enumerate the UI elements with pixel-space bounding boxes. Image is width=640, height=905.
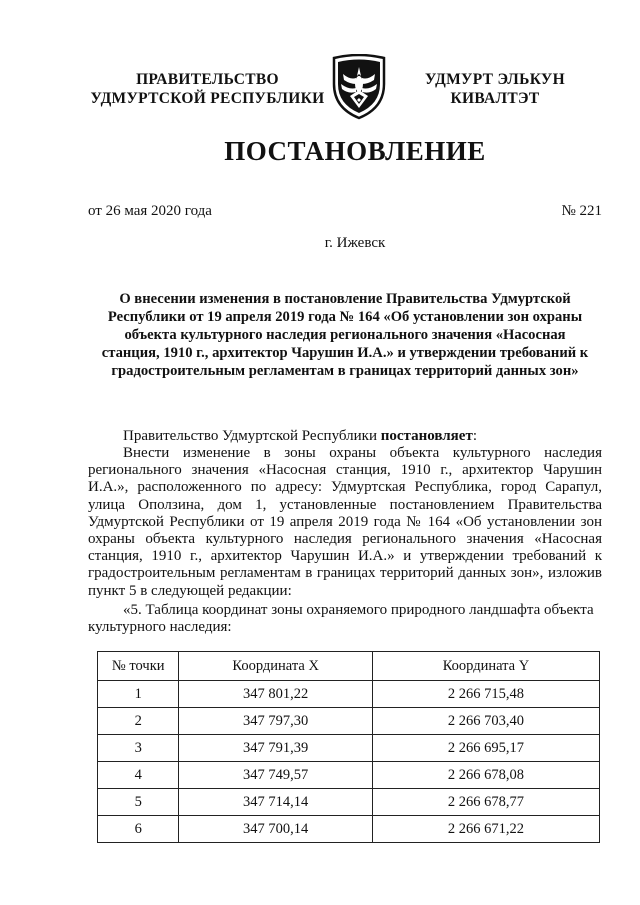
- header-right-line1: УДМУРТ ЭЛЬКУН: [425, 71, 565, 88]
- header-point-number: № точки: [98, 652, 179, 681]
- table-row: [98, 762, 600, 789]
- cell-point-number: 4: [98, 762, 179, 789]
- cell-coordinate-x: 347 749,57: [179, 762, 372, 789]
- cell-point-number: 6: [98, 816, 179, 843]
- cell-coordinate-x: 347 700,14: [179, 816, 372, 843]
- document-subject: О внесении изменения в постановление Правительства Удмуртской Республики от 19 апреля 2019 года № 164 «Об установлении зон охраны объекта культурного наследия регионального значения «Насосная станция, 1910 г., архитектор Чарушин И.А.» и утверждении требований к градостроительным регламентам в границах территорий данных зон»: [101, 291, 589, 379]
- cell-coordinate-y: 2 266 703,40: [372, 708, 599, 735]
- coordinates-table: [97, 651, 600, 843]
- cell-coordinate-x: 347 714,14: [179, 789, 372, 816]
- cell-point-number: 5: [98, 789, 179, 816]
- table-row: [98, 735, 600, 762]
- cell-coordinate-x: 347 801,22: [179, 681, 372, 708]
- header-left-line2: УДМУРТСКОЙ РЕСПУБЛИКИ: [90, 90, 325, 107]
- cell-point-number: 2: [98, 708, 179, 735]
- intro-text: Правительство Удмуртской Республики: [123, 428, 381, 444]
- cell-coordinate-y: 2 266 678,77: [372, 789, 599, 816]
- header-coordinate-x: Координата X: [179, 652, 372, 681]
- document-number: № 221: [561, 203, 602, 219]
- header-coordinate-y: Координата Y: [372, 652, 599, 681]
- intro-end: :: [472, 428, 477, 444]
- udmurt-coat-of-arms-icon: [330, 54, 388, 120]
- header-left-line1: ПРАВИТЕЛЬСТВО: [136, 71, 279, 88]
- body-paragraph: Внести изменение в зоны охраны объекта культурного наследия регионального значения «Насосная станция, 1910 г., архитектор Чарушин И.А.», расположенного по адресу: Удмуртская Республика, город Сарапул, улица Оползина, дом 1, установленные постановлением Правительства Удмуртской Республики от 19 апреля 2019 года № 164 «Об установлении зон охраны объекта культурного наследия регионального значения «Насосная станция, 1910 г., архитектор Чарушин И.А.» и утверждении требований к градостроительным регламентам в границах территорий данных зон», изложив пункт 5 в следующей редакции:: [88, 445, 602, 599]
- table-row: [98, 708, 600, 735]
- table-row: [98, 681, 600, 708]
- document-city: г. Ижевск: [324, 235, 386, 251]
- cell-coordinate-y: 2 266 695,17: [372, 735, 599, 762]
- cell-coordinate-y: 2 266 678,08: [372, 762, 599, 789]
- intro-line: [123, 428, 477, 445]
- table-row: [98, 816, 600, 843]
- header-left: [80, 70, 335, 108]
- cell-coordinate-y: 2 266 671,22: [372, 816, 599, 843]
- item-5-paragraph: «5. Таблица координат зоны охраняемого природного ландшафта объекта культурного наследия:: [88, 602, 594, 636]
- header-right: [395, 70, 595, 108]
- document-date: от 26 мая 2020 года: [88, 203, 212, 219]
- intro-bold: постановляет: [380, 428, 473, 444]
- cell-coordinate-x: 347 791,39: [179, 735, 372, 762]
- table-header-row: [98, 652, 600, 681]
- header-right-line2: КИВАЛТЭТ: [450, 90, 540, 107]
- document-type: ПОСТАНОВЛЕНИЕ: [224, 136, 486, 166]
- table-row: [98, 789, 600, 816]
- cell-point-number: 1: [98, 681, 179, 708]
- cell-coordinate-x: 347 797,30: [179, 708, 372, 735]
- cell-coordinate-y: 2 266 715,48: [372, 681, 599, 708]
- cell-point-number: 3: [98, 735, 179, 762]
